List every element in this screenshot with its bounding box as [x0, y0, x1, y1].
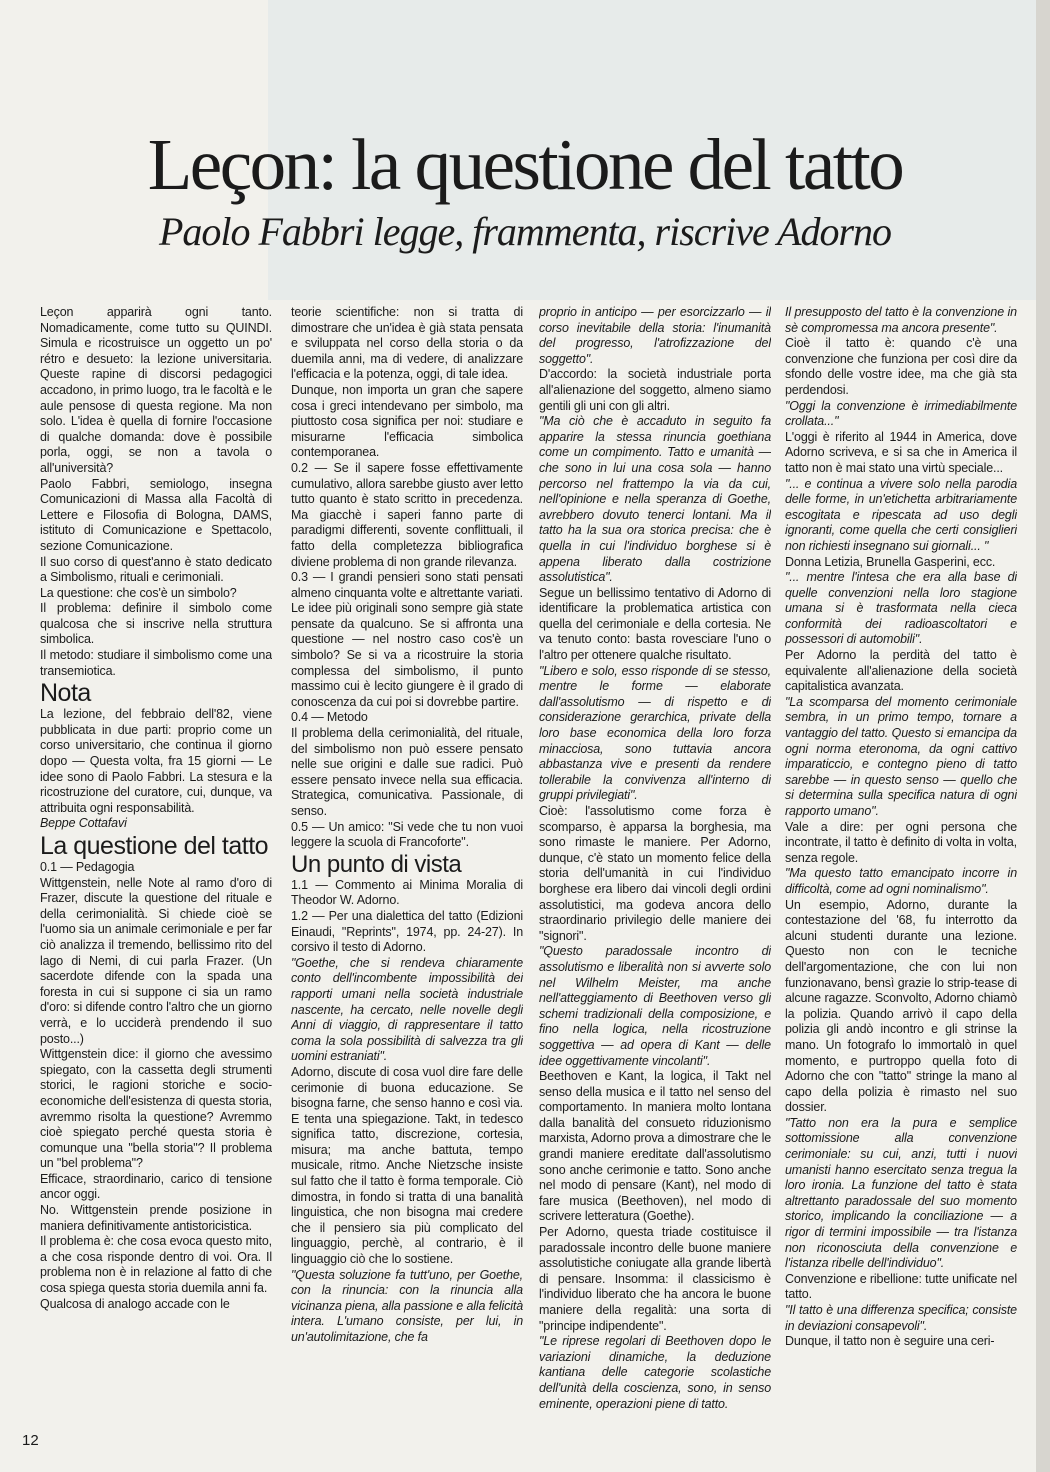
- paragraph: D'accordo: la società industriale porta all'alienazione del soggetto, almeno siamo gentili gli uni con gli altri.: [539, 367, 771, 413]
- paragraph: 1.2 — Per una dialettica del tatto (Edizioni Einaudi, "Reprints", 1974, pp. 24-27). In corsivo il testo di Adorno.: [291, 908, 523, 955]
- page-number: 12: [22, 1432, 39, 1449]
- paragraph: Adorno, discute di cosa vuol dire fare delle cerimonie di buona educazione. Se bisogna farne, che senso hanno e così via. E tenta una spiegazione. Takt, in tedesco significa tatto, discrezione, cortesia, misura; ma anche battuta, tempo musicale, ritmo. Anche Nietzsche insiste sul fatto che il tatto è forma temporale. Ciò dimostra, in fondo si tratta di una banalità linguistica, che non bisogna mai credere che il pensiero sia più complicato del linguaggio, perchè, al contrario, è il linguaggio ciò che lo sostiene.: [291, 1064, 523, 1267]
- paragraph: "Questa soluzione fa tutt'uno, per Goethe, con la rinuncia: con la rinuncia alla vicinanza piena, alla passione e alla felicità intera. L'umano consiste, per lui, in un'autolimitazione, che fa: [291, 1267, 523, 1344]
- paragraph: Vale a dire: per ogni persona che incontrate, il tatto è definito di volta in volta, senza regole.: [785, 819, 1017, 865]
- paragraph: Wittgenstein dice: il giorno che avessimo spiegato, con la cassetta degli strumenti storici, le ragioni storiche e socio-economiche dell'esistenza di questa storia, avremmo risolta la questione? Avremmo cioè spiegato perché questa storia è comunque una "bella storia"? Il problema un "bel problema"?: [40, 1047, 272, 1171]
- paragraph: Paolo Fabbri, semiologo, insegna Comunicazioni di Massa alla Facoltà di Lettere e Filosofia di Bologna, DAMS, istituto di Comunicazione e Spettacolo, sezione Comunicazione.: [40, 476, 272, 553]
- paragraph: "La scomparsa del momento cerimoniale sembra, in un primo tempo, tornare a vantaggio del tatto. Questo si emancipa da ogni norma eteronoma, da ogni cattivo imparaticcio, e contegno pieno di tatto sarebbe — in questo senso — quello che si determina sulla specifica natura di ogni rapporto umano".: [785, 694, 1017, 818]
- paragraph: Un esempio, Adorno, durante la contestazione del '68, fu interrotto da alcuni studenti durante una lezione. Questo non con le tecniche dell'argomentazione, che con lui non funzionavano, bensì grazie lo strip-tease di alcune ragazze. Sconvolto, Adorno chiamò la polizia. Quando arrivò il capo della polizia gli andò incontro e gli strinse la mano. Un fotografo lo immortalò in quel momento, e purtroppo quella foto di Adorno che con "tatto" stringe la mano al capo della polizia è rimasto nel suo dossier.: [785, 897, 1017, 1115]
- paragraph: 0.2 — Se il sapere fosse effettivamente cumulativo, allora sarebbe giusto aver letto tutto quanto è stato scritto in precedenza. Ma giacchè i saperi fanno parte di paradigmi differenti, sovente conflittuali, il fatto della completezza bibliografica diviene problema di non grande rilevanza.: [291, 460, 523, 569]
- article-title: Leçon: la questione del tatto: [147, 124, 903, 205]
- paragraph: 1.1 — Commento ai Minima Moralia di Theodor W. Adorno.: [291, 877, 523, 908]
- paragraph: Il problema: definire il simbolo come qualcosa che si inscrive nella struttura simbolica.: [40, 601, 272, 647]
- paragraph: 0.4 — Metodo: [291, 710, 368, 725]
- paragraph: Wittgenstein, nelle Note al ramo d'oro di Frazer, discute la questione del rituale e della cerimonialità. Si chiede cioè se l'uomo sia un animale cerimoniale e per far ciò analizza il tremendo, bellissimo rito del lago di Nemi, di cui parla Frazer. (Un sacerdote difende con la spada una foresta in cui si suppone ci sia un ramo d'oro: si difende contro l'altro che un giorno verrà, e lo ucciderà prendendo il suo posto...): [40, 875, 272, 1046]
- paragraph: "Le riprese regolari di Beethoven dopo le variazioni dinamiche, la deduzione kantiana delle categorie scolastiche dell'unità della coscienza, sono, in senso eminente, operazioni piene di tatto.: [539, 1334, 771, 1411]
- paragraph: "Ma ciò che è accaduto in seguito fa apparire la stessa rinuncia goethiana come un compimento. Tatto e umanità — che sono in lui una cosa sola — hanno percorso nel frattempo la via da cui, nell'opinione e nella speranza di Goethe, avrebbero dovuto tenerci lontani. Ma il tatto ha la sua ora storica precisa: che è quella in cui l'individuo borghese si è appena liberato dalla costrizione assolutistica".: [539, 414, 771, 585]
- paragraph: 0.1 — Pedagogia: [40, 860, 135, 874]
- paragraph: Beethoven e Kant, la logica, il Takt nel senso della musica e il tatto nel senso del comportamento. In maniera molto lontana dalla banalità del consueto riduzionismo marxista, Adorno prova a dimostrare che le grandi maniere ereditate dall'assolutismo sono anche cerimonie e tatto. Sono anche nel modo di pensare (Kant), nel modo di fare musica (Beethoven), nel modo di scrivere letteratura (Goethe).: [539, 1069, 771, 1224]
- paragraph: "Tatto non era la pura e semplice sottomissione alla convenzione cerimoniale: su cui, anzi, tutti i nuovi umanisti hanno esercitato senza tregua la loro ironia. La funzione del tatto è stata altrettanto paradossale del suo momento storico, implicando la conciliazione — a rigor di termini impossibile — tra l'istanza non riconosciuta della convenzione e l'istanza ribelle dell'individuo".: [785, 1115, 1017, 1271]
- paragraph: Il presupposto del tatto è la convenzione in sè compromessa ma ancora presente".: [785, 305, 1017, 335]
- paragraph: "Goethe, che si rendeva chiaramente conto dell'incombente impossibilità dei rapporti umani nella società industriale nascente, ha cercato, nelle novelle degli Anni di viaggio, di rappresentare il tatto coma la sola possibilità di salvezza tra gli uomini estraniati".: [291, 955, 523, 1064]
- paragraph: "... e continua a vivere solo nella parodia delle forme, in un'etichetta arbitrariamente escogitata e ripescata ad uso degli ignoranti, come quella che certi consiglieri non richiesti insegnano sui giornali... ": [785, 476, 1017, 553]
- paragraph: "... mentre l'intesa che era alla base di quelle convenzioni nella loro stagione umana si è trasformata nella cieca conformità dei radioascoltatori e possessori di automobili".: [785, 570, 1017, 647]
- paragraph: Segue un bellissimo tentativo di Adorno di identificare la problematica artistica con quella del cerimoniale e della cortesia. Ne va tenuto conto: basta rovesciare l'uno o l'altro per ottenere qualche risultato.: [539, 585, 771, 663]
- paragraph: La questione: che cos'è un simbolo?: [40, 585, 237, 600]
- text-column-4: [785, 305, 1017, 1427]
- section-heading: Un punto di vista: [291, 850, 462, 878]
- paragraph: "Oggi la convenzione è irrimediabilmente crollata...": [785, 398, 1017, 429]
- section-heading: La questione del tatto: [40, 832, 269, 860]
- section-heading: Nota: [40, 679, 91, 708]
- paragraph: teorie scientifiche: non si tratta di dimostrare che un'idea è già stata pensata e sviluppata nel corso della storia o da duemila anni, ma di vedere, di analizzare l'efficacia e la potenza, oggi, di tale idea.: [291, 305, 523, 382]
- paragraph: Qualcosa di analogo accade con le: [40, 1296, 230, 1311]
- paragraph: Cioè il tatto è: quando c'è una convenzione che funziona per così dire da sfondo delle vostre idee, ma che già sta perdendosi.: [785, 336, 1017, 397]
- paragraph: Convenzione e ribellione: tutte unificate nel tatto.: [785, 1271, 1017, 1302]
- paragraph: "Ma questo tatto emancipato incorre in difficoltà, come ad ogni nominalismo".: [785, 866, 1017, 896]
- paragraph: Leçon apparirà ogni tanto. Nomadicamente, come tutto su QUINDI. Simula e ricostruisce un oggetto un po' rétro e desueto: la lezione universitaria. Queste rapine di discorsi pedagogici accadono, in primo luogo, tra le facoltà e le aule pensose di questa regione. Ma non solo. L'idea è quella di fornire l'occasione di qualche domanda: dove è possibile porla, oggi, se non a tavola o all'università?: [40, 305, 272, 475]
- paragraph: Il suo corso di quest'anno è stato dedicato a Simbolismo, rituali e cerimoniali.: [40, 554, 272, 585]
- paragraph: 0.5 — Un amico: "Si vede che tu non vuoi leggere la scuola di Francoforte".: [291, 819, 523, 850]
- paragraph: Dunque, non importa un gran che sapere cosa i greci intendevano per simbolo, ma piuttosto cosa significa per noi: studiare e misurarne l'efficacia simbolica contemporanea.: [291, 382, 523, 460]
- text-column-1: [40, 305, 272, 1427]
- paragraph: Il problema della cerimonialità, del rituale, del simbolismo non può essere pensato nelle sue origini e dalle sue radici. Può essere pensato invece nella sua efficacia. Strategica, comunicativa. Passionale, di senso.: [291, 726, 523, 818]
- paragraph: Il problema è: che cosa evoca questo mito, a che cosa risponde dentro di voi. Ora. Il problema non è in relazione al fatto di che cosa spiega questa storia duemila anni fa.: [40, 1234, 272, 1296]
- paragraph: Per Adorno la perdità del tatto è equivalente all'alienazione della società capitalistica avanzata.: [785, 648, 1017, 694]
- paragraph: La lezione, del febbraio dell'82, viene pubblicata in due parti: proprio come un corso universitario, che continua il giorno dopo — Questa volta, fra 15 giorni — Le idee sono di Paolo Fabbri. La stesura e la ricostruzione del curatore, cui, dunque, va attribuita ogni responsabilità.: [40, 707, 272, 815]
- paragraph: "Il tatto è una differenza specifica; consiste in deviazioni consapevoli".: [785, 1303, 1017, 1333]
- paragraph: Beppe Cottafavi: [40, 816, 127, 831]
- paragraph: proprio in anticipo — per esorcizzarlo — il corso inevitabile della storia: l'inumanità del progresso, l'atrofizzazione del soggetto".: [539, 305, 771, 366]
- article-subtitle: Paolo Fabbri legge, frammenta, riscrive Adorno: [158, 209, 892, 254]
- paragraph: Per Adorno, questa triade costituisce il paradossale incontro delle buone maniere assolutistiche coniugate alla grande libertà di pensare. Insomma: il classicismo è l'individuo liberato che ha ancora le buone maniere della regalità: una sorta di "principe indipendente".: [539, 1225, 771, 1333]
- paragraph: Efficace, straordinario, carico di tensione ancor oggi.: [40, 1171, 272, 1202]
- paragraph: Il metodo: studiare il simbolismo come una transemiotica.: [40, 648, 272, 678]
- paragraph: L'oggi è riferito al 1944 in America, dove Adorno scriveva, e si sa che in America il tatto non è mai stato una virtù speciale...: [785, 429, 1017, 475]
- text-column-3: [539, 305, 771, 1427]
- paragraph: No. Wittgenstein prende posizione in maniera definitivamente antistoricistica.: [40, 1203, 272, 1233]
- text-column-2: [291, 305, 523, 1427]
- paragraph: Dunque, il tatto non è seguire una ceri-: [785, 1334, 995, 1349]
- paragraph: Cioè: l'assolutismo come forza è scomparso, è apparsa la borghesia, ma sono rimaste le maniere. Per Adorno, dunque, c'è stato un momento felice della storia dell'umanità in cui l'individuo borghese era libero dai vincoli degli ordini assolutistici, ma godeva ancora dello straordinario privilegio delle maniere dei "signori".: [539, 804, 771, 943]
- paragraph: Donna Letizia, Brunella Gasperini, ecc.: [785, 554, 996, 569]
- paragraph: "Questo paradossale incontro di assolutismo e liberalità non si avverte solo nel Wilhelm Meister, ma anche nell'atteggiamento di Beethoven verso gli schemi tradizionali della composizione, e fino nella logica, nella ricostruzione soggettiva — ad opera di Kant — delle idee oggettivamente vincolanti".: [539, 944, 771, 1068]
- paragraph: "Libero e solo, esso risponde di se stesso, mentre le forme — elaborate dall'assolutismo — di rispetto e di considerazione gerarchica, private della loro base economica della loro forza minacciosa, sono tuttavia ancora abbastanza vive e presenti da rendere tollerabile la convivenza all'interno di gruppi privilegiati".: [539, 663, 771, 803]
- paragraph: 0.3 — I grandi pensieri sono stati pensati almeno cinquanta volte e altrettante variati. Le idee più originali sono sempre già state pensate da qualcuno. Se si affronta una questione — nel nostro caso cos'è un simbolo? Se si va a ricostruire la storia complessa del simbolismo, il punto massimo cui è lecito giungere è il grado di conoscenza da cui poi si dovrebbe partire.: [291, 570, 523, 709]
